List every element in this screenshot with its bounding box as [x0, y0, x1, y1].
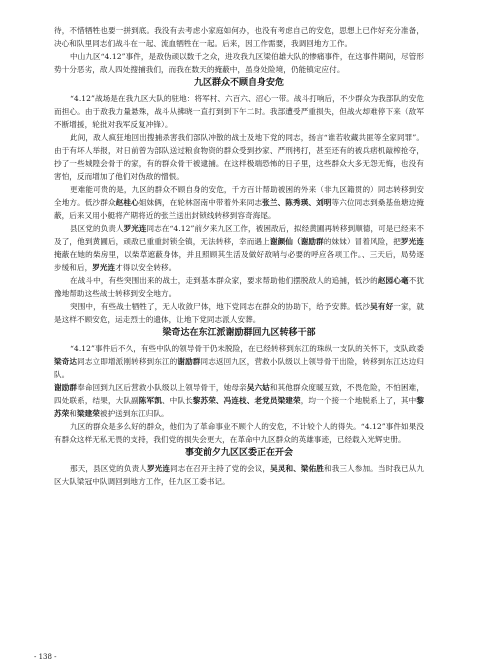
bold-name: 张兰、陈秀瑛、刘明 [262, 198, 332, 207]
paragraph [54, 462, 424, 488]
section-heading: 事变前夕九区区委正在开会 [184, 448, 293, 458]
page-number: - 138 - [34, 653, 57, 661]
section-heading: 九区群众不顾自身安危 [193, 78, 284, 88]
bold-name: 梁奇达 [54, 357, 78, 366]
text-run: “4.12”战场是在我九区大队的驻地：将军村、六百六、沼心一带。战斗打响后，不少群众为我部队的安危而担心。由于敌我力量悬殊，战斗从拂晓一直打到到下午二时。我部遭受严重损失，但战火却难停下来（敌军不断增援，轮批对我军反复冲锋）。 [54, 94, 424, 129]
text-run: 姐妹俩，在轮林滘南中带着外来同志 [138, 198, 263, 207]
bold-name: 赵桂心 [115, 198, 139, 207]
text-run: ，均一个接一个地脱系上了，其中 [300, 396, 417, 405]
bold-name: 谢励群 [177, 357, 201, 366]
text-run: 奉命回到九区后营救小队级以上领导骨干，她母亲 [77, 383, 247, 392]
text-run: 更难能可贵的是，九区的群众不顾自身的安危，千方百计帮助被困的外来（非九区籍贯的）同志转移到安全地方。低沙群众 [54, 185, 424, 207]
bold-name: 陈军凯 [138, 396, 162, 405]
text-run: 同志立即增派刚转移到东江的 [77, 357, 178, 366]
bold-name: 吴灵和、梁佑胜 [270, 464, 324, 473]
document-page [54, 24, 424, 488]
bold-name: 谢颜仙（谢励群 [269, 237, 324, 246]
bold-name: 罗光连 [400, 237, 424, 246]
text-run: 县区党的负责人 [70, 224, 124, 233]
text-run: 此间，敌人疯狂地回出搜捕杀害我们部队冲散的战士及地下党的同志，扬言“谁若收藏共匪等全家同罪”。由于有坏人举报，对日前曾为部队送过粮食物资的群众受到抄家、严刑拷打，甚至还有的被兵痞机敲榨抢夺，抄了一些城隍会骨于的家，有的群众骨干被逮捕。在这样极端恐怖的日子里，这些群众大多无怨无悔，也没有害怕，反而增加了他们对伪敌的憎恨。 [54, 133, 424, 181]
text-run: 的妹妹）冒着风险，把 [323, 237, 401, 246]
text-run: 等六位同志到桑基鱼塘边掩蔽，后来又用小艇将产期将近的张兰送出封锁线转移到容奇海尾。 [54, 198, 424, 220]
paragraph [54, 381, 424, 420]
text-run: 在战斗中，有些突围出来的战士，走到基本群众家，要求帮助他们摆脱敌人的追捕，低沙的 [70, 276, 378, 285]
text-run: 掩蔽在她的柴房里，以柴草遮蔽身体，并且照顾其生活及做好敌哨与必要的呼应各项工作。、三天后，局势逐步缓和后， [54, 250, 424, 272]
text-run: 和 [69, 409, 77, 418]
text-run: 突围中，有些战士牺牲了，无人收敛尸体，地下党同志在群众的协助下，给予安葬。低沙 [70, 302, 371, 311]
bold-name: 梁建荣 [76, 409, 100, 418]
text-run: “4.12”事件后不久，有些中队的领导骨干仍未脱险，在已经转移到东江的珠纵一支队的关怀下，支队政委 [70, 344, 424, 353]
paragraph [54, 183, 424, 222]
text-run: 九区的群众是多么好的群众，他们为了革命事业不顾个人的安危，不计较个人的得失。“4.12”事件如果没有群众这样无私无畏的支持，我们党的损失会更大，在革命中九区群众的英雄事迹，已经载入光辉史册。 [54, 422, 424, 444]
bold-name: 罗光连 [123, 224, 147, 233]
bold-name: 黎苏荣 [54, 396, 425, 418]
paragraph [54, 92, 424, 131]
bold-name: 罗光连 [146, 464, 171, 473]
paragraph [54, 50, 424, 76]
section-heading: 梁奇达在东江派谢励群回九区转移干部 [162, 328, 316, 338]
text-run: 被护送到东江归队。 [99, 409, 169, 418]
bold-name: 罗光连 [92, 263, 116, 272]
text-run: 和我三人参加。当时我已从九区大队梁冠中队调回到地方工作，任九区工委书记。 [54, 464, 424, 486]
bold-name: 谢励群 [54, 383, 78, 392]
bold-name: 吴有好 [370, 302, 394, 311]
text-run: 不犹豫地帮助这些战士转移到安全地方。 [54, 276, 424, 298]
bold-name: 黎苏荣、冯连枝、老党员梁建荣 [192, 396, 301, 405]
text-run: 一家，就是这样不顾安危，运走烈士的遗体，让地下党同志派人安葬。 [54, 302, 424, 324]
text-run: 待，不惜牺牲也要一拼到底。我没有去考虑小家庭如何办，也没有考虑自己的安危，思想上已作好充分准备，决心和队里同志们战斗在一起、流血牺牲在一起。后来，因工作需要，我调回地方工作。 [54, 26, 424, 48]
text-run: 和其他群众度暖互致，不畏危险，不怕困难，四处联系，结果，大队副 [54, 383, 425, 405]
text-run: 同志返回九区，营救小队级以上领导骨干出险，转移到东江达边归队。 [54, 357, 424, 379]
paragraph [54, 300, 424, 326]
paragraph [54, 420, 424, 446]
text-run: 中山九区“4.12”事件，是敌伪顽以数千之众，进攻我九区梁伯雄大队的惨痛事件，在这事件期间，尽管形势十分恶劣，敌人四处搜捕我们，而我在数天的掩蔽中，虽身处险境，仍能镇定应付。 [54, 52, 424, 74]
paragraph [54, 342, 424, 381]
text-run: 同志在“4.12”前夕来九区工作，被困敌后，拟经黄圃再转移到顺德，可是已经来不及了，他到黄圃后，顽敌已重重封锁全镇，无法转移，幸而遇上 [54, 224, 424, 246]
bold-name: 赵园心毫 [377, 276, 409, 285]
paragraph [54, 274, 424, 300]
text-run: 那天，县区党的负责人 [70, 464, 147, 473]
paragraph [54, 131, 424, 183]
text-run: 才得以安全转移。 [115, 263, 177, 272]
text-run: 同志在召开主持了党的会议， [170, 464, 271, 473]
paragraph [54, 222, 424, 274]
bold-name: 吴六姑 [246, 383, 270, 392]
text-run: 、中队长 [161, 396, 193, 405]
paragraph [54, 24, 424, 50]
